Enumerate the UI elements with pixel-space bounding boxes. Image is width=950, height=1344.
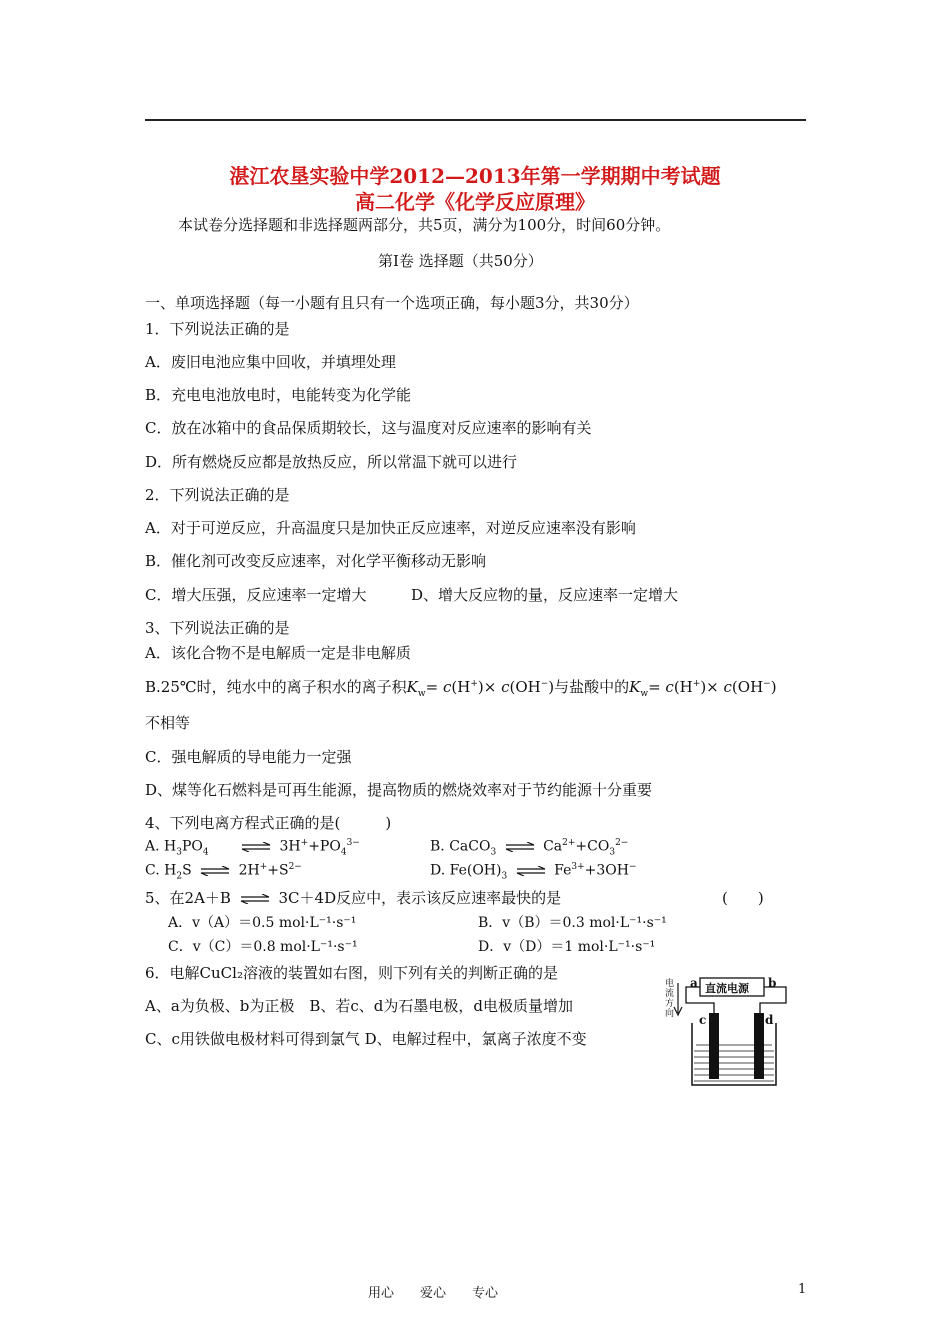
q3-option-b: B.25℃时，纯水中的离子积水的离子积$K_w= c(H^+)\times c(OH^-)$与盐酸中的$K_w= c(H^+)\times c(OH^-)$	[145, 678, 777, 699]
q2-option-b: B．催化剂可改变反应速率，对化学平衡移动无影响	[145, 552, 487, 570]
q6-options-cd: C、c用铁做电极材料可得到氯气 D、电解过程中，氯离子浓度不变	[145, 1030, 587, 1048]
page-number: 1	[798, 1282, 807, 1297]
section-heading: 第Ⅰ卷 选择题（共50分）	[378, 252, 543, 270]
q6-stem: 6．电解CuCl₂溶液的装置如右图，则下列有关的判断正确的是	[145, 964, 558, 982]
equilibrium-arrow-icon	[241, 842, 271, 852]
q1-option-c: C．放在冰箱中的食品保质期较长，这与温度对反应速率的影响有关	[145, 419, 592, 437]
q4-option-b: B. CaCO$_3$ $Ca^{2+}+CO_3^{2-}$	[430, 838, 629, 858]
header-rule	[145, 119, 806, 121]
q5-stem: 5、在2A＋B 3C＋4D反应中，表示该反应速率最快的是	[145, 889, 562, 907]
power-supply-label: 直流电源	[705, 982, 749, 995]
q4-option-a: A. $H_3PO_4$ $3H^++PO_4^{3-}$	[145, 838, 360, 858]
intro-text: 本试卷分选择题和非选择题两部分，共5页，满分为100分，时间60分钟。	[178, 216, 671, 234]
q2-option-c: C．增大压强，反应速率一定增大	[145, 586, 367, 604]
footer-motto: 用心 爱心 专心	[368, 1286, 499, 1301]
q4-option-c: C. $H_2S$ $2H^++S^{2-}$	[145, 862, 302, 882]
q2-option-a: A．对于可逆反应，升高温度只是加快正反应速率，对逆反应速率没有影响	[145, 519, 636, 537]
terminal-a-label: a	[690, 976, 698, 990]
part-heading: 一、单项选择题（每一小题有且只有一个选项正确，每小题3分，共30分）	[145, 294, 639, 312]
q4-option-d: D. $Fe(OH)_3$ $Fe^{3+}+3OH^-$	[430, 862, 637, 882]
q1-option-a: A．废旧电池应集中回收，并填埋处理	[145, 353, 396, 371]
q1-stem: 1．下列说法正确的是	[145, 320, 290, 338]
exam-subtitle: 高二化学《化学反应原理》	[355, 190, 595, 214]
q5-answer-paren: ( )	[722, 889, 764, 907]
electrode-d-label: d	[765, 1013, 774, 1027]
q6-options-ab: A、a为负极、b为正极 B、若c、d为石墨电极，d电极质量增加	[145, 997, 574, 1015]
exam-title: 湛江农垦实验中学2012—2013年第一学期期中考试题	[229, 164, 721, 188]
q5-option-d: D．v（D）＝1 mol·L⁻¹·s⁻¹	[478, 939, 656, 955]
equilibrium-arrow-icon	[240, 894, 270, 904]
electrolysis-diagram	[664, 975, 794, 1090]
current-direction-label: 电流方向	[665, 979, 675, 1019]
q3-option-c: C．强电解质的导电能力一定强	[145, 748, 352, 766]
q3-option-b-continued: 不相等	[145, 714, 191, 732]
q2-option-d: D、增大反应物的量，反应速率一定增大	[411, 586, 679, 604]
q5-option-a: A．v（A）＝0.5 mol·L⁻¹·s⁻¹	[168, 915, 357, 931]
q3-option-a: A．该化合物不是电解质一定是非电解质	[145, 644, 411, 662]
q5-option-c: C．v（C）＝0.8 mol·L⁻¹·s⁻¹	[168, 939, 358, 955]
q2-stem: 2．下列说法正确的是	[145, 486, 290, 504]
q3-option-d: D、煤等化石燃料是可再生能源，提高物质的燃烧效率对于节约能源十分重要	[145, 781, 653, 799]
q1-option-d: D．所有燃烧反应都是放热反应，所以常温下就可以进行	[145, 453, 518, 471]
q1-option-b: B．充电电池放电时，电能转变为化学能	[145, 386, 412, 404]
equilibrium-arrow-icon	[505, 842, 535, 852]
equilibrium-arrow-icon	[200, 866, 230, 876]
terminal-b-label: b	[768, 976, 777, 990]
q3-stem: 3、下列说法正确的是	[145, 619, 290, 637]
q5-option-b: B．v（B）＝0.3 mol·L⁻¹·s⁻¹	[478, 915, 667, 931]
q4-stem: 4、下列电离方程式正确的是( )	[145, 814, 392, 832]
equilibrium-arrow-icon	[516, 866, 546, 876]
electrode-c-label: c	[699, 1013, 707, 1027]
